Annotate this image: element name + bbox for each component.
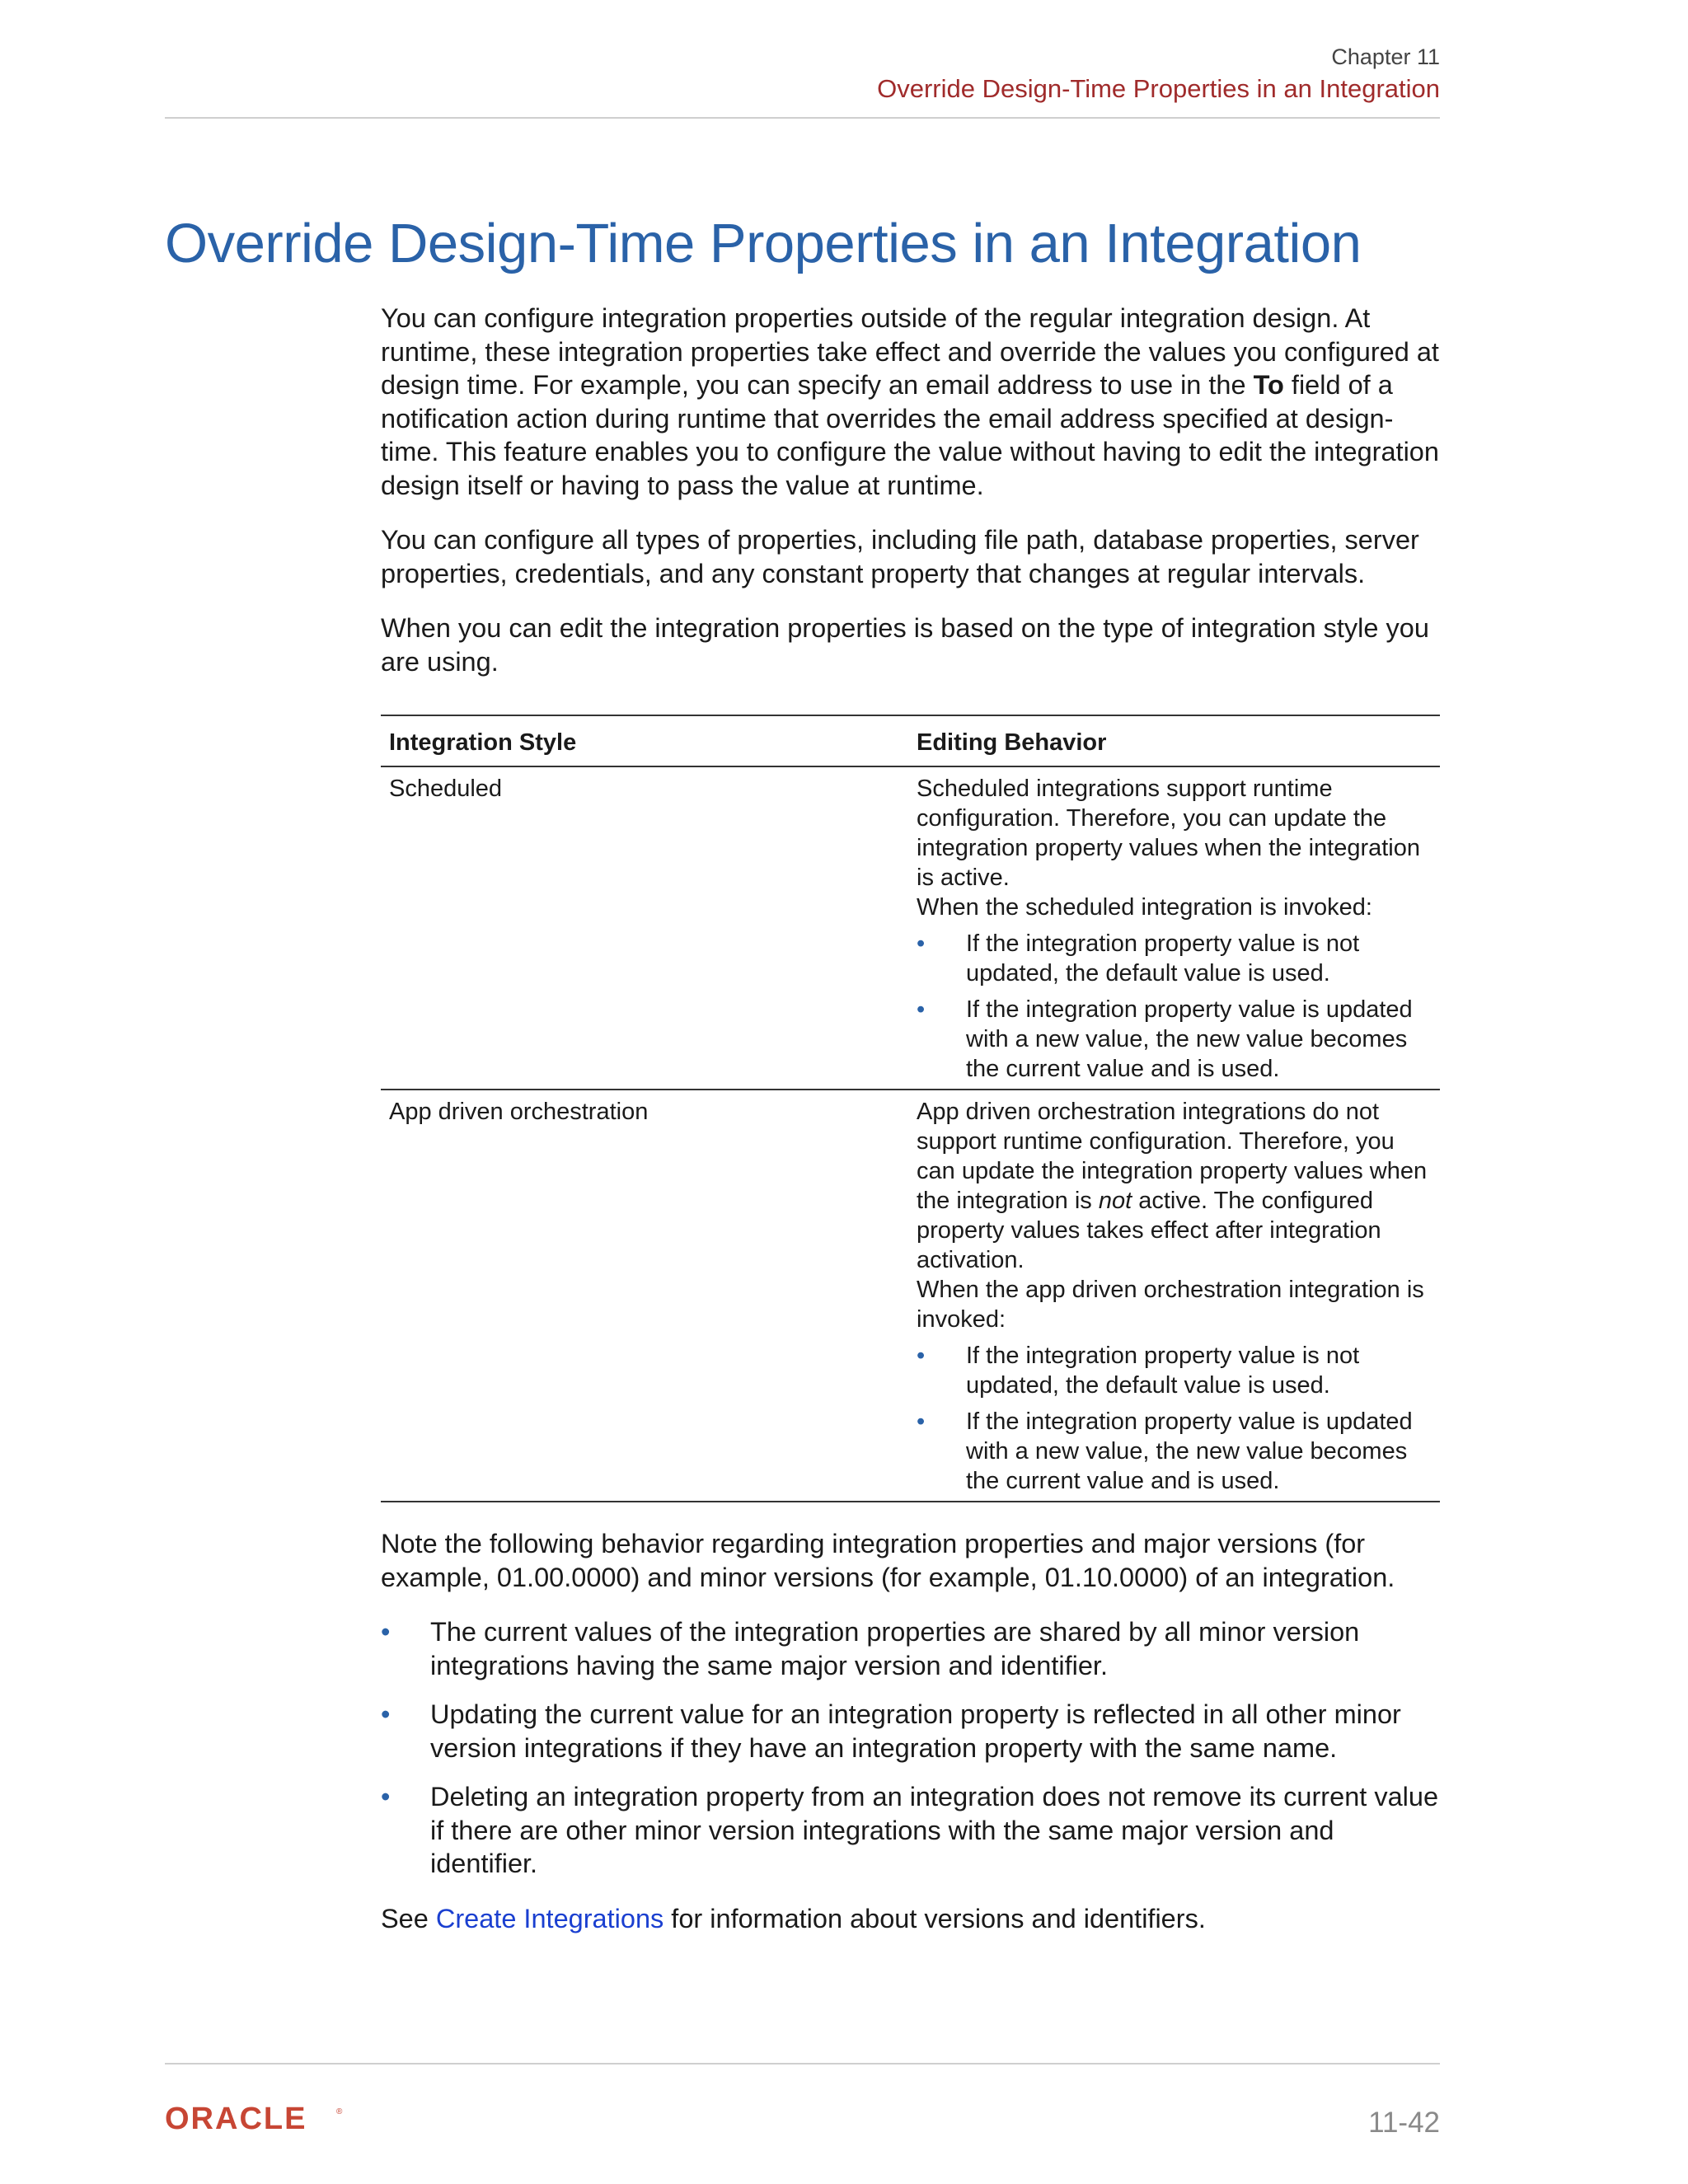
page-number: 11-42 xyxy=(1368,2107,1440,2139)
table-cell-style: Scheduled xyxy=(381,766,908,1090)
list-item xyxy=(917,1341,1432,1400)
main-content xyxy=(381,302,1440,1957)
list-item xyxy=(381,1615,1440,1682)
oracle-logo-text: ORACLE xyxy=(165,2104,307,2134)
list-item xyxy=(381,1698,1440,1765)
cell-text-part: active. The configured property values takes effect after integration activation. xyxy=(917,1188,1381,1273)
create-integrations-link[interactable]: Create Integrations xyxy=(435,1903,664,1933)
note-intro: Note the following behavior regarding integration properties and major versions (for example, 01.00.0000) and minor versions (for example, 01.10.0000) of an integration. xyxy=(381,1529,1395,1592)
list-item xyxy=(917,929,1432,988)
cell-text: When the app driven orchestration integration is invoked: xyxy=(917,1277,1424,1333)
table-cell-behavior xyxy=(908,1090,1440,1502)
intro-paragraph-3: When you can edit the integration properties is based on the type of integration style you are using. xyxy=(381,613,1429,677)
intro-paragraph-1 xyxy=(381,302,1440,502)
intro-text-cont: field of a notification action during runtime that overrides the email address specified at design-time. This feature enables you to configure the value without having to edit the integration design itself or having to pass the value at runtime. xyxy=(381,370,1439,500)
see-text-cont: for information about versions and identifiers. xyxy=(663,1903,1206,1933)
list-item-text: The current values of the integration properties are shared by all minor version integrations having the same major version and identifier. xyxy=(430,1617,1360,1680)
table-cell-style: App driven orchestration xyxy=(381,1090,908,1502)
cell-text: When the scheduled integration is invoked: xyxy=(917,894,1372,921)
intro-paragraph-2: You can configure all types of properties, including file path, database properties, server properties, credentials, and any constant property that changes at regular intervals. xyxy=(381,525,1419,588)
table-header-row xyxy=(381,715,1440,766)
list-item xyxy=(917,995,1432,1084)
list-item-text: If the integration property value is updated with a new value, the new value becomes the current value and is used. xyxy=(966,996,1413,1082)
bullet-icon: • xyxy=(917,1408,926,1435)
table-row xyxy=(381,1090,1440,1502)
list-item xyxy=(917,1407,1432,1496)
column-header: Editing Behavior xyxy=(908,715,1440,766)
version-behavior-list xyxy=(381,1615,1440,1881)
list-item-text: If the integration property value is updated with a new value, the new value becomes the current value and is used. xyxy=(966,1408,1413,1494)
list-item-text: Updating the current value for an integration property is reflected in all other minor version integrations if they have an integration property with the same name. xyxy=(430,1699,1401,1763)
chapter-label: Chapter 11 xyxy=(1331,45,1440,69)
bullet-icon: • xyxy=(917,1343,926,1369)
column-header: Integration Style xyxy=(381,715,908,766)
behavior-list xyxy=(917,1341,1432,1496)
see-also-paragraph xyxy=(381,1902,1440,1936)
see-text: See xyxy=(381,1903,436,1933)
list-item xyxy=(381,1780,1440,1881)
running-section-title: Override Design-Time Properties in an Integration xyxy=(877,74,1440,103)
behavior-list xyxy=(917,929,1432,1084)
bullet-icon: • xyxy=(381,1699,391,1729)
cell-text xyxy=(917,1097,1432,1275)
not-emphasis: not xyxy=(1098,1188,1132,1214)
list-item-text: If the integration property value is not updated, the default value is used. xyxy=(966,1343,1360,1399)
intro-text: You can configure integration properties outside of the regular integration design. At runtime, these integration properties take effect and override the values you configured at design time. For example, you can specify an email address to use in the xyxy=(381,303,1439,400)
table-row xyxy=(381,766,1440,1090)
bullet-icon: • xyxy=(381,1782,391,1811)
bullet-icon: • xyxy=(917,930,926,957)
oracle-logo xyxy=(165,2104,354,2134)
table-cell-behavior xyxy=(908,766,1440,1090)
running-header xyxy=(877,43,1440,105)
footer-divider xyxy=(165,2063,1440,2064)
header-divider xyxy=(165,117,1440,119)
bullet-icon: • xyxy=(917,996,926,1023)
page-title: Override Design-Time Properties in an Integration xyxy=(165,213,1362,274)
bullet-icon: • xyxy=(381,1617,391,1647)
registered-mark: ® xyxy=(336,2107,343,2116)
cell-text-part: App driven orchestration integrations do not support runtime configuration. Therefore, you can update the integration property values when the integration is xyxy=(917,1099,1428,1214)
list-item-text: If the integration property value is not updated, the default value is used. xyxy=(966,930,1360,987)
list-item-text: Deleting an integration property from an integration does not remove its current value if there are other minor version integrations with the same major version and identifier. xyxy=(430,1782,1439,1878)
integration-style-table xyxy=(381,715,1440,1502)
cell-text: Scheduled integrations support runtime configuration. Therefore, you can update the integration property values when the integration is active. xyxy=(917,776,1420,891)
to-field-emphasis: To xyxy=(1253,370,1284,400)
